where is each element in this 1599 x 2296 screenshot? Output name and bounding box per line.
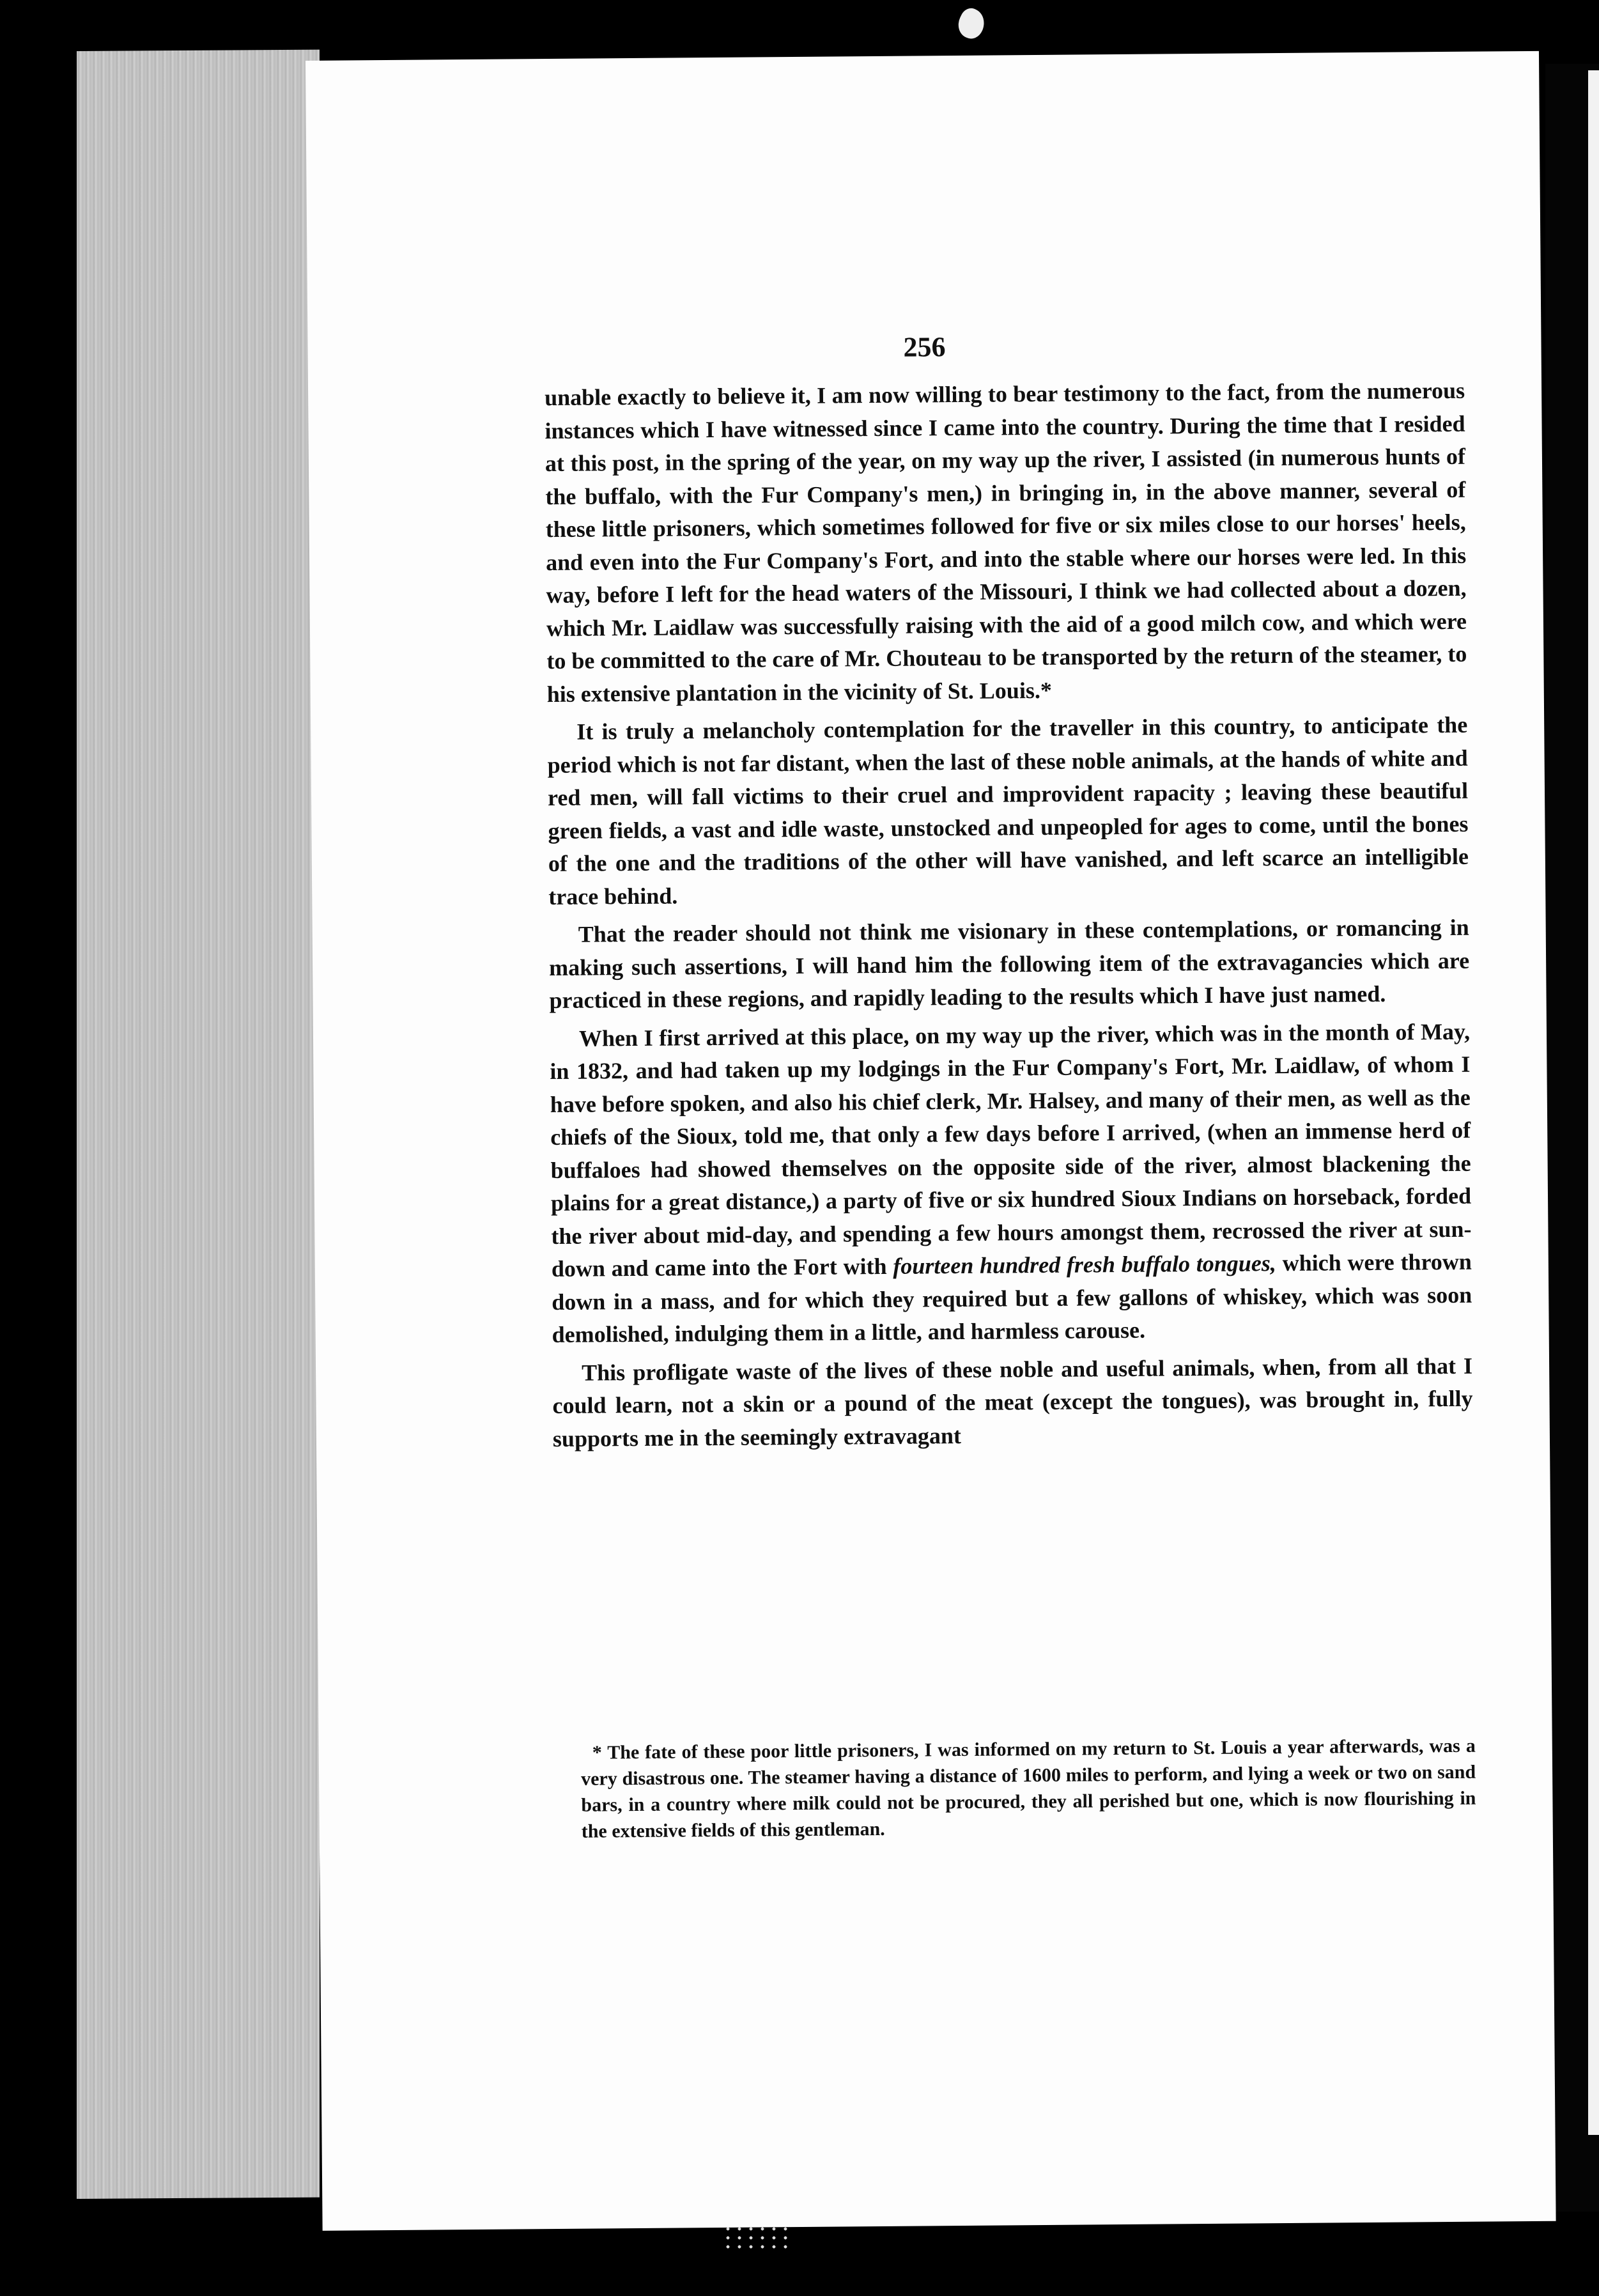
footnote-text: The fate of these poor little prisoners, I was informed on my return to St. Louis a year afterwards, was a very disastrous one. The steamer having a distance of 1600 miles to perform, and lying a week or two on sand bars, in a country where milk could not be procured, they all perished but one, which is now flourishing in the extensive fields of this gentleman. bbox=[580, 1735, 1476, 1842]
page-body bbox=[545, 375, 1473, 1461]
facing-page-sliver bbox=[1588, 70, 1599, 2135]
book-page bbox=[305, 51, 1556, 2231]
paragraph-5: This profligate waste of the lives of these noble and useful animals, when, from all that I could learn, not a skin or a pound of the meat (except the tongues), was brought in, fully supports me in the seemingly extravagant bbox=[552, 1353, 1473, 1452]
footnote-mark: * bbox=[592, 1742, 602, 1764]
footnote bbox=[581, 1733, 1476, 1845]
paragraph-2: It is truly a melancholy contemplation for the traveller in this country, to anticipate the period which is not far distant, when the last of these noble animals, at the hands of white and red men, will fall victims to their cruel and improvident rapacity ; leaving these beautiful green fields, a vast and idle waste, unstocked and unpeopled for ages to come, until the bones of the one and the traditions of the other will have vanished, and left scarce an intelligible trace behind. bbox=[547, 711, 1469, 910]
paragraph-1: unable exactly to believe it, I am now willing to bear testimony to the fact, from the numerous instances which I have witnessed since I came into the country. During the time that I resided at this post, in the spring of the year, on my way up the river, I assisted (in numerous hunts of the buffalo, with the Fur Company's men,) in bringing in, in the above manner, several of these little prisoners, which sometimes followed for five or six miles close to our horses' heels, and even into the Fur Company's Fort, and into the stable where our horses were led. In this way, before I left for the head waters of the Missouri, I think we had collected about a dozen, which Mr. Laidlaw was successfully raising with the aid of a good milch cow, and which were to be committed to the care of Mr. Chouteau to be transported by the return of the steamer, to his extensive plantation in the vicinity of St. Louis.* bbox=[544, 377, 1467, 707]
paragraph-4-italic: fourteen hundred fresh buffalo tongues, bbox=[893, 1250, 1276, 1279]
page-number: 256 bbox=[903, 331, 946, 363]
paragraph-4-text-end: which were thrown down in a mass, and for which they required but a few gallons of whiskey, which was soon demolished, indulging them in a little, and harmless carouse. bbox=[552, 1248, 1472, 1348]
book-fore-edge bbox=[77, 50, 320, 2199]
scan-artifact-bottom bbox=[722, 2224, 792, 2250]
paragraph-4-text: When I first arrived at this place, on my way up the river, which was in the month of May, in 1832, and had taken up my lodgings in the Fur Company's Fort, Mr. Laidlaw, of whom I have before spoken, and also his chief clerk, Mr. Halsey, and many of their men, as well as the chiefs of the Sioux, told me, that only a few days before I arrived, (when an immense herd of buffaloes had showed themselves on the opposite side of the river, almost blackening the plains for a great distance,) a party of five or six hundred Sioux Indians on horseback, forded the river about mid-day, and spending a few hours amongst them, recrossed the river at sun-down and came into the Fort with bbox=[550, 1018, 1472, 1282]
paragraph-3: That the reader should not think me visionary in these contemplations, or romancing in making such assertions, I will hand him the following item of the extravagancies which are practiced in these regions, and rapidly leading to the results which I have just named. bbox=[548, 914, 1470, 1014]
paragraph-4 bbox=[550, 1015, 1472, 1351]
scan-artifact-top bbox=[954, 5, 989, 43]
